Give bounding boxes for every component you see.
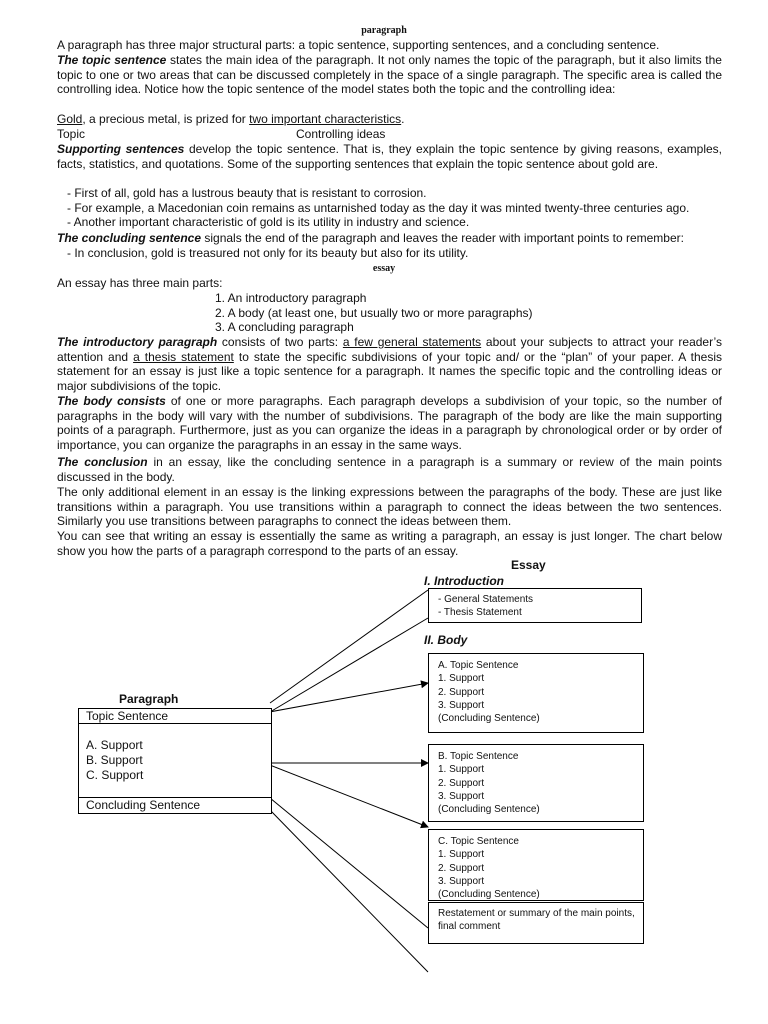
intro-text-b: about your subjects to attract your reader’s attention and [57,335,722,364]
intro-line: - Thesis Statement [438,607,522,619]
paragraph-intro: A paragraph has three major structural parts: a topic sentence, supporting sentences, and a concluding sentence. [57,38,660,52]
paragraph-box [78,708,272,814]
essay-title: essay [372,263,396,274]
body-line: 1. Support [438,673,485,685]
label-topic: Topic [57,127,86,141]
essay-intro: An essay has three main parts: [57,276,223,290]
body-text: of one or more paragraphs. Each paragraph develops a subdivision of your topic, so the number of paragraphs in the body will vary with the number of subdivisions. The paragraph of the body are like the main supporting points of a paragraph. Furthermore, just as you can organize the ideas in a paragraph by chronological order or by order of importance, you can organize the paragraphs in an essay in the same ways. [57,394,722,452]
para-supports [86,738,143,783]
label-controlling-ideas: Controlling ideas [296,127,386,141]
supporting-sentences-text: develop the topic sentence. That is, they explain the topic sentence by giving reasons, examples, facts, statistics, and quotations. Some of the supporting sentences that explain the topic sentence about gold are. [57,142,722,171]
bullet-item: - Another important characteristic of gold is its utility in industry and science. [67,215,470,230]
body-box-a [428,653,644,733]
introduction-label: I. Introduction [424,574,504,588]
concluding-sentence-text: signals the end of the paragraph and leaves the reader with important points to remember: [201,231,684,245]
body-term: The body consists [57,394,166,408]
para-topic-sentence: Topic Sentence [86,709,169,723]
body-line: (Concluding Sentence) [438,889,540,901]
example-topic: Gold [57,112,83,126]
body-line: 2. Support [438,777,485,789]
body-box-c [428,829,644,901]
example-end: . [401,112,405,126]
paragraph-title: paragraph [361,25,407,36]
essay-part-item: 3. A concluding paragraph [215,320,354,335]
intro-term: The introductory paragraph [57,335,218,349]
intro-underline-general: a few general statements [342,335,482,349]
bullet-item: - For example, a Macedonian coin remains as untarnished today as the day it was minted twenty-three centuries ago. [67,200,690,215]
closing-paragraph: You can see that writing an essay is essentially the same as writing a paragraph, an essay is just longer. The chart below show you how the parts of a paragraph correspond to the parts of an essay. [57,529,722,558]
essay-part-item: 2. A body (at least one, but usually two or more paragraphs) [215,305,533,320]
linking-paragraph: The only additional element in an essay is the linking expressions between the paragraphs of the body. These are just like transitions within a paragraph. You use transitions within a paragraph to connect the ideas between the two sentences. Similarly you use transitions between paragraphs to connect the ideas between them. [57,485,722,529]
paragraph-diagram-title: Paragraph [119,692,179,706]
conclusion-text: in an essay, like the concluding sentence in a paragraph is a summary or review of the main points discussed in the body. [57,455,722,484]
intro-text-c: to state the specific subdivisions of your topic and/ or the “plan” of your paper. A thesis statement for an essay is just like a topic sentence for a paragraph. It names the specific topic and the controlling ideas or major subdivisions of the topic. [57,349,722,393]
connector-line [270,810,428,972]
conclusion-term: The conclusion [57,455,148,469]
intro-line: - General Statements [438,594,534,605]
conclusion-box-text: Restatement or summary of the main points, final comment [438,908,635,933]
para-concluding-sentence: Concluding Sentence [86,798,201,812]
body-line: 2. Support [438,686,485,698]
body-line: 1. Support [438,849,485,861]
introduction-box [428,588,642,623]
body-line: A. Topic Sentence [438,660,519,671]
topic-sentence-text: states the main idea of the paragraph. It not only names the topic of the paragraph, but it also limits the topic to one or two areas that can be discussed completely in the space of a single paragraph. The specific area is called the controlling idea. Notice how the topic sentence of the model states both the topic and the controlling idea: [57,53,722,97]
example-controlling: two important characteristics [249,112,402,126]
body-line: 3. Support [438,699,485,711]
body-label: II. Body [424,633,468,647]
para-support-item: C. Support [86,768,144,782]
example-middle: , a precious metal, is prized for [82,112,250,126]
para-divider [79,723,271,724]
body-line: (Concluding Sentence) [438,713,540,725]
conclusion-box [428,902,644,944]
supporting-sentences-term: Supporting sentences [57,142,185,156]
body-line: C. Topic Sentence [438,836,519,847]
para-support-item: A. Support [86,738,143,752]
body-line: B. Topic Sentence [438,751,519,762]
body-line: 2. Support [438,862,485,874]
body-box-b [428,744,644,822]
essay-part-item: 1. An introductory paragraph [215,291,367,305]
body-line: 3. Support [438,875,485,887]
para-support-item: B. Support [86,753,143,767]
topic-sentence-term: The topic sentence [57,53,167,67]
intro-text-a: consists of two parts: [217,335,343,349]
connector-line [270,590,428,703]
body-line: (Concluding Sentence) [438,804,540,816]
intro-underline-thesis: a thesis statement [133,349,234,364]
body-line: 3. Support [438,790,485,802]
concluding-sentence-term: The concluding sentence [57,231,202,245]
concluding-example: - In conclusion, gold is treasured not only for its beauty but also for its utility. [67,246,469,260]
essay-diagram-title: Essay [511,558,546,572]
body-line: 1. Support [438,764,485,776]
bullet-item: - First of all, gold has a lustrous beauty that is resistant to corrosion. [67,186,427,200]
